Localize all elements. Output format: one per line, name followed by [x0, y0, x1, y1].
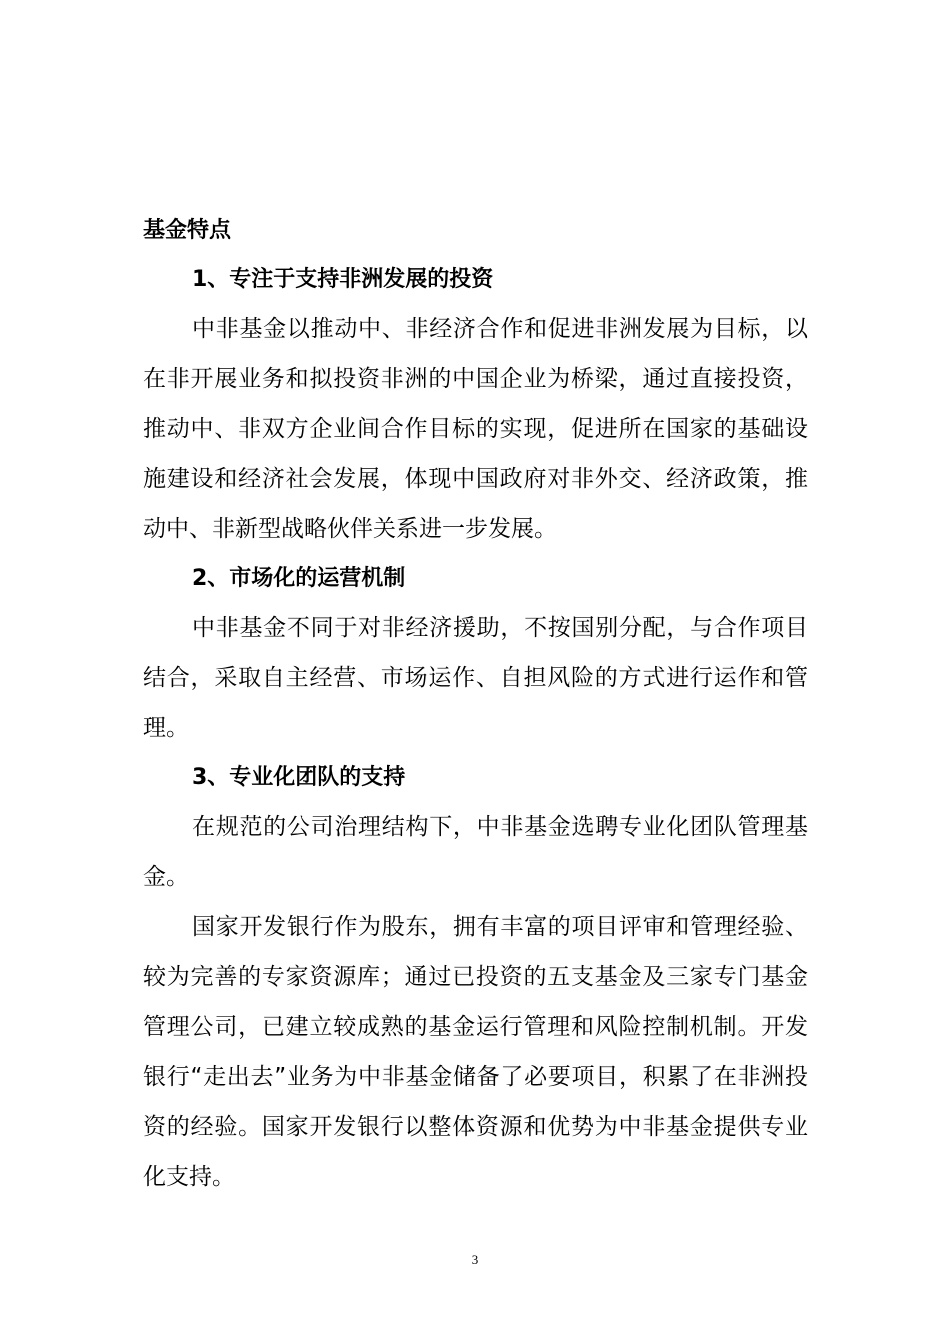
section-title: 基金特点: [143, 218, 232, 243]
paragraph-1-1: 中非基金以推动中、非经济合作和促进非洲发展为目标，以在非开展业务和拟投资非洲的中国企业为桥梁，通过直接投资，推动中、非双方企业间合作目标的实现，促进所在国家的基础设施建设和经济社会发展，体现中国政府对非外交、经济政策，推动中、非新型战略伙伴关系进一步发展。: [143, 316, 808, 542]
paragraph-3-1: 在规范的公司治理结构下，中非基金选聘专业化团队管理基金。: [143, 814, 808, 890]
paragraph-3-2: 国家开发银行作为股东，拥有丰富的项目评审和管理经验、较为完善的专家资源库；通过已投资的五支基金及三家专门基金管理公司，已建立较成熟的基金运行管理和风险控制机制。开发银行“走出去”业务为中非基金储备了必要项目，积累了在非洲投资的经验。国家开发银行以整体资源和优势为中非基金提供专业化支持。: [143, 914, 808, 1190]
paragraph-2-1: 中非基金不同于对非经济援助，不按国别分配，与合作项目结合，采取自主经营、市场运作、自担风险的方式进行运作和管理。: [143, 615, 808, 741]
subsection-heading-3: 3、专业化团队的支持: [192, 765, 406, 790]
document-body: [143, 206, 808, 1202]
page-number: 3: [471, 1252, 479, 1267]
subsection-heading-1: 1、专注于支持非洲发展的投资: [192, 267, 494, 292]
subsection-heading-2: 2、市场化的运营机制: [192, 566, 406, 591]
